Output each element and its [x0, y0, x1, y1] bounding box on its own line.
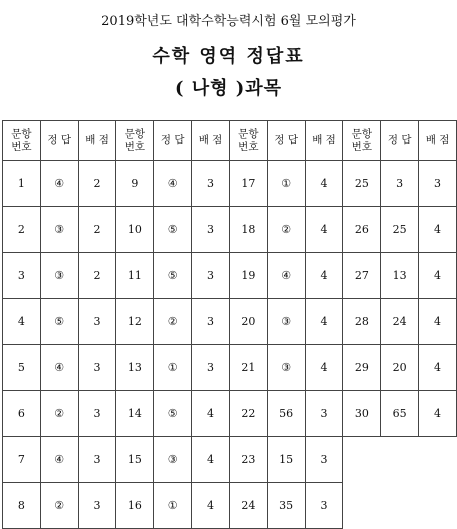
question-number-cell: 10: [116, 207, 154, 253]
answer-cell: ④: [40, 345, 78, 391]
question-number-cell: 24: [229, 483, 267, 529]
points-cell: 3: [192, 207, 230, 253]
header-question-number: 문항 번호: [229, 121, 267, 161]
question-number-cell: 14: [116, 391, 154, 437]
subject-type: ( 나형 )과목: [174, 78, 283, 99]
empty-cell: [419, 437, 457, 483]
points-cell: 4: [305, 207, 343, 253]
points-cell: 4: [419, 253, 457, 299]
answer-cell: ②: [40, 391, 78, 437]
answer-table: [2, 120, 457, 529]
answer-cell: ④: [154, 161, 192, 207]
answer-cell: ⑤: [154, 207, 192, 253]
points-cell: 4: [305, 161, 343, 207]
question-number-cell: 17: [229, 161, 267, 207]
answer-cell: ⑤: [154, 391, 192, 437]
points-cell: 3: [78, 345, 116, 391]
answer-cell: ④: [40, 437, 78, 483]
points-cell: 3: [419, 161, 457, 207]
question-number-cell: 8: [3, 483, 41, 529]
header-question-number: 문항 번호: [343, 121, 381, 161]
points-cell: 2: [78, 207, 116, 253]
question-number-cell: 26: [343, 207, 381, 253]
points-cell: 3: [78, 483, 116, 529]
question-number-cell: 9: [116, 161, 154, 207]
header-points: 배 점: [192, 121, 230, 161]
question-number-cell: 12: [116, 299, 154, 345]
question-number-cell: 29: [343, 345, 381, 391]
question-number-cell: 13: [116, 345, 154, 391]
points-cell: 4: [419, 345, 457, 391]
answer-cell: ②: [40, 483, 78, 529]
points-cell: 4: [305, 299, 343, 345]
answer-cell: ④: [267, 253, 305, 299]
table-row: [3, 391, 457, 437]
table-row: [3, 253, 457, 299]
question-number-cell: 6: [3, 391, 41, 437]
table-row: [3, 161, 457, 207]
points-cell: 4: [419, 207, 457, 253]
points-cell: 4: [192, 391, 230, 437]
answer-cell: ⑤: [40, 299, 78, 345]
answer-cell: ①: [154, 483, 192, 529]
header-answer: 정 답: [267, 121, 305, 161]
question-number-cell: 4: [3, 299, 41, 345]
header-points: 배 점: [305, 121, 343, 161]
question-number-cell: 11: [116, 253, 154, 299]
question-number-cell: 3: [3, 253, 41, 299]
answer-cell: ②: [154, 299, 192, 345]
empty-cell: [419, 483, 457, 529]
answer-cell: 3: [381, 161, 419, 207]
question-number-cell: 2: [3, 207, 41, 253]
exam-title: 2019학년도 대학수학능력시험 6월 모의평가: [101, 14, 356, 29]
answer-cell: ④: [40, 161, 78, 207]
answer-cell: ③: [40, 207, 78, 253]
answer-cell: ⑤: [154, 253, 192, 299]
answer-cell: 15: [267, 437, 305, 483]
header-question-number: 문항 번호: [3, 121, 41, 161]
empty-cell: [343, 437, 381, 483]
points-cell: 3: [192, 299, 230, 345]
points-cell: 3: [78, 299, 116, 345]
question-number-cell: 18: [229, 207, 267, 253]
answer-cell: 25: [381, 207, 419, 253]
table-row: [3, 483, 457, 529]
header-answer: 정 답: [154, 121, 192, 161]
question-number-cell: 20: [229, 299, 267, 345]
points-cell: 4: [419, 391, 457, 437]
question-number-cell: 15: [116, 437, 154, 483]
question-number-cell: 28: [343, 299, 381, 345]
answer-cell: 13: [381, 253, 419, 299]
empty-cell: [381, 437, 419, 483]
answer-cell: 65: [381, 391, 419, 437]
answer-cell: ②: [267, 207, 305, 253]
header-points: 배 점: [419, 121, 457, 161]
question-number-cell: 7: [3, 437, 41, 483]
answer-cell: 24: [381, 299, 419, 345]
empty-cell: [343, 483, 381, 529]
points-cell: 4: [305, 345, 343, 391]
points-cell: 3: [305, 391, 343, 437]
answer-cell: ③: [267, 299, 305, 345]
table-row: [3, 345, 457, 391]
points-cell: 2: [78, 253, 116, 299]
question-number-cell: 27: [343, 253, 381, 299]
question-number-cell: 22: [229, 391, 267, 437]
points-cell: 4: [419, 299, 457, 345]
question-number-cell: 23: [229, 437, 267, 483]
points-cell: 4: [192, 437, 230, 483]
answer-cell: 20: [381, 345, 419, 391]
points-cell: 3: [305, 437, 343, 483]
table-row: [3, 299, 457, 345]
header-question-number: 문항 번호: [116, 121, 154, 161]
points-cell: 3: [78, 391, 116, 437]
question-number-cell: 21: [229, 345, 267, 391]
question-number-cell: 1: [3, 161, 41, 207]
table-row: [3, 437, 457, 483]
points-cell: 3: [192, 161, 230, 207]
table-row: [3, 207, 457, 253]
answer-cell: 35: [267, 483, 305, 529]
header-row: [3, 121, 457, 161]
answer-cell: ③: [40, 253, 78, 299]
header-answer: 정 답: [40, 121, 78, 161]
question-number-cell: 25: [343, 161, 381, 207]
question-number-cell: 5: [3, 345, 41, 391]
points-cell: 3: [305, 483, 343, 529]
empty-cell: [381, 483, 419, 529]
answer-cell: ③: [154, 437, 192, 483]
question-number-cell: 16: [116, 483, 154, 529]
answer-cell: ①: [154, 345, 192, 391]
question-number-cell: 19: [229, 253, 267, 299]
points-cell: 3: [78, 437, 116, 483]
points-cell: 4: [192, 483, 230, 529]
answer-cell: ①: [267, 161, 305, 207]
header-answer: 정 답: [381, 121, 419, 161]
points-cell: 3: [192, 345, 230, 391]
question-number-cell: 30: [343, 391, 381, 437]
points-cell: 3: [192, 253, 230, 299]
points-cell: 4: [305, 253, 343, 299]
points-cell: 2: [78, 161, 116, 207]
header-points: 배 점: [78, 121, 116, 161]
answer-cell: 56: [267, 391, 305, 437]
answer-key-title: 수학 영역 정답표: [152, 46, 305, 67]
answer-cell: ③: [267, 345, 305, 391]
